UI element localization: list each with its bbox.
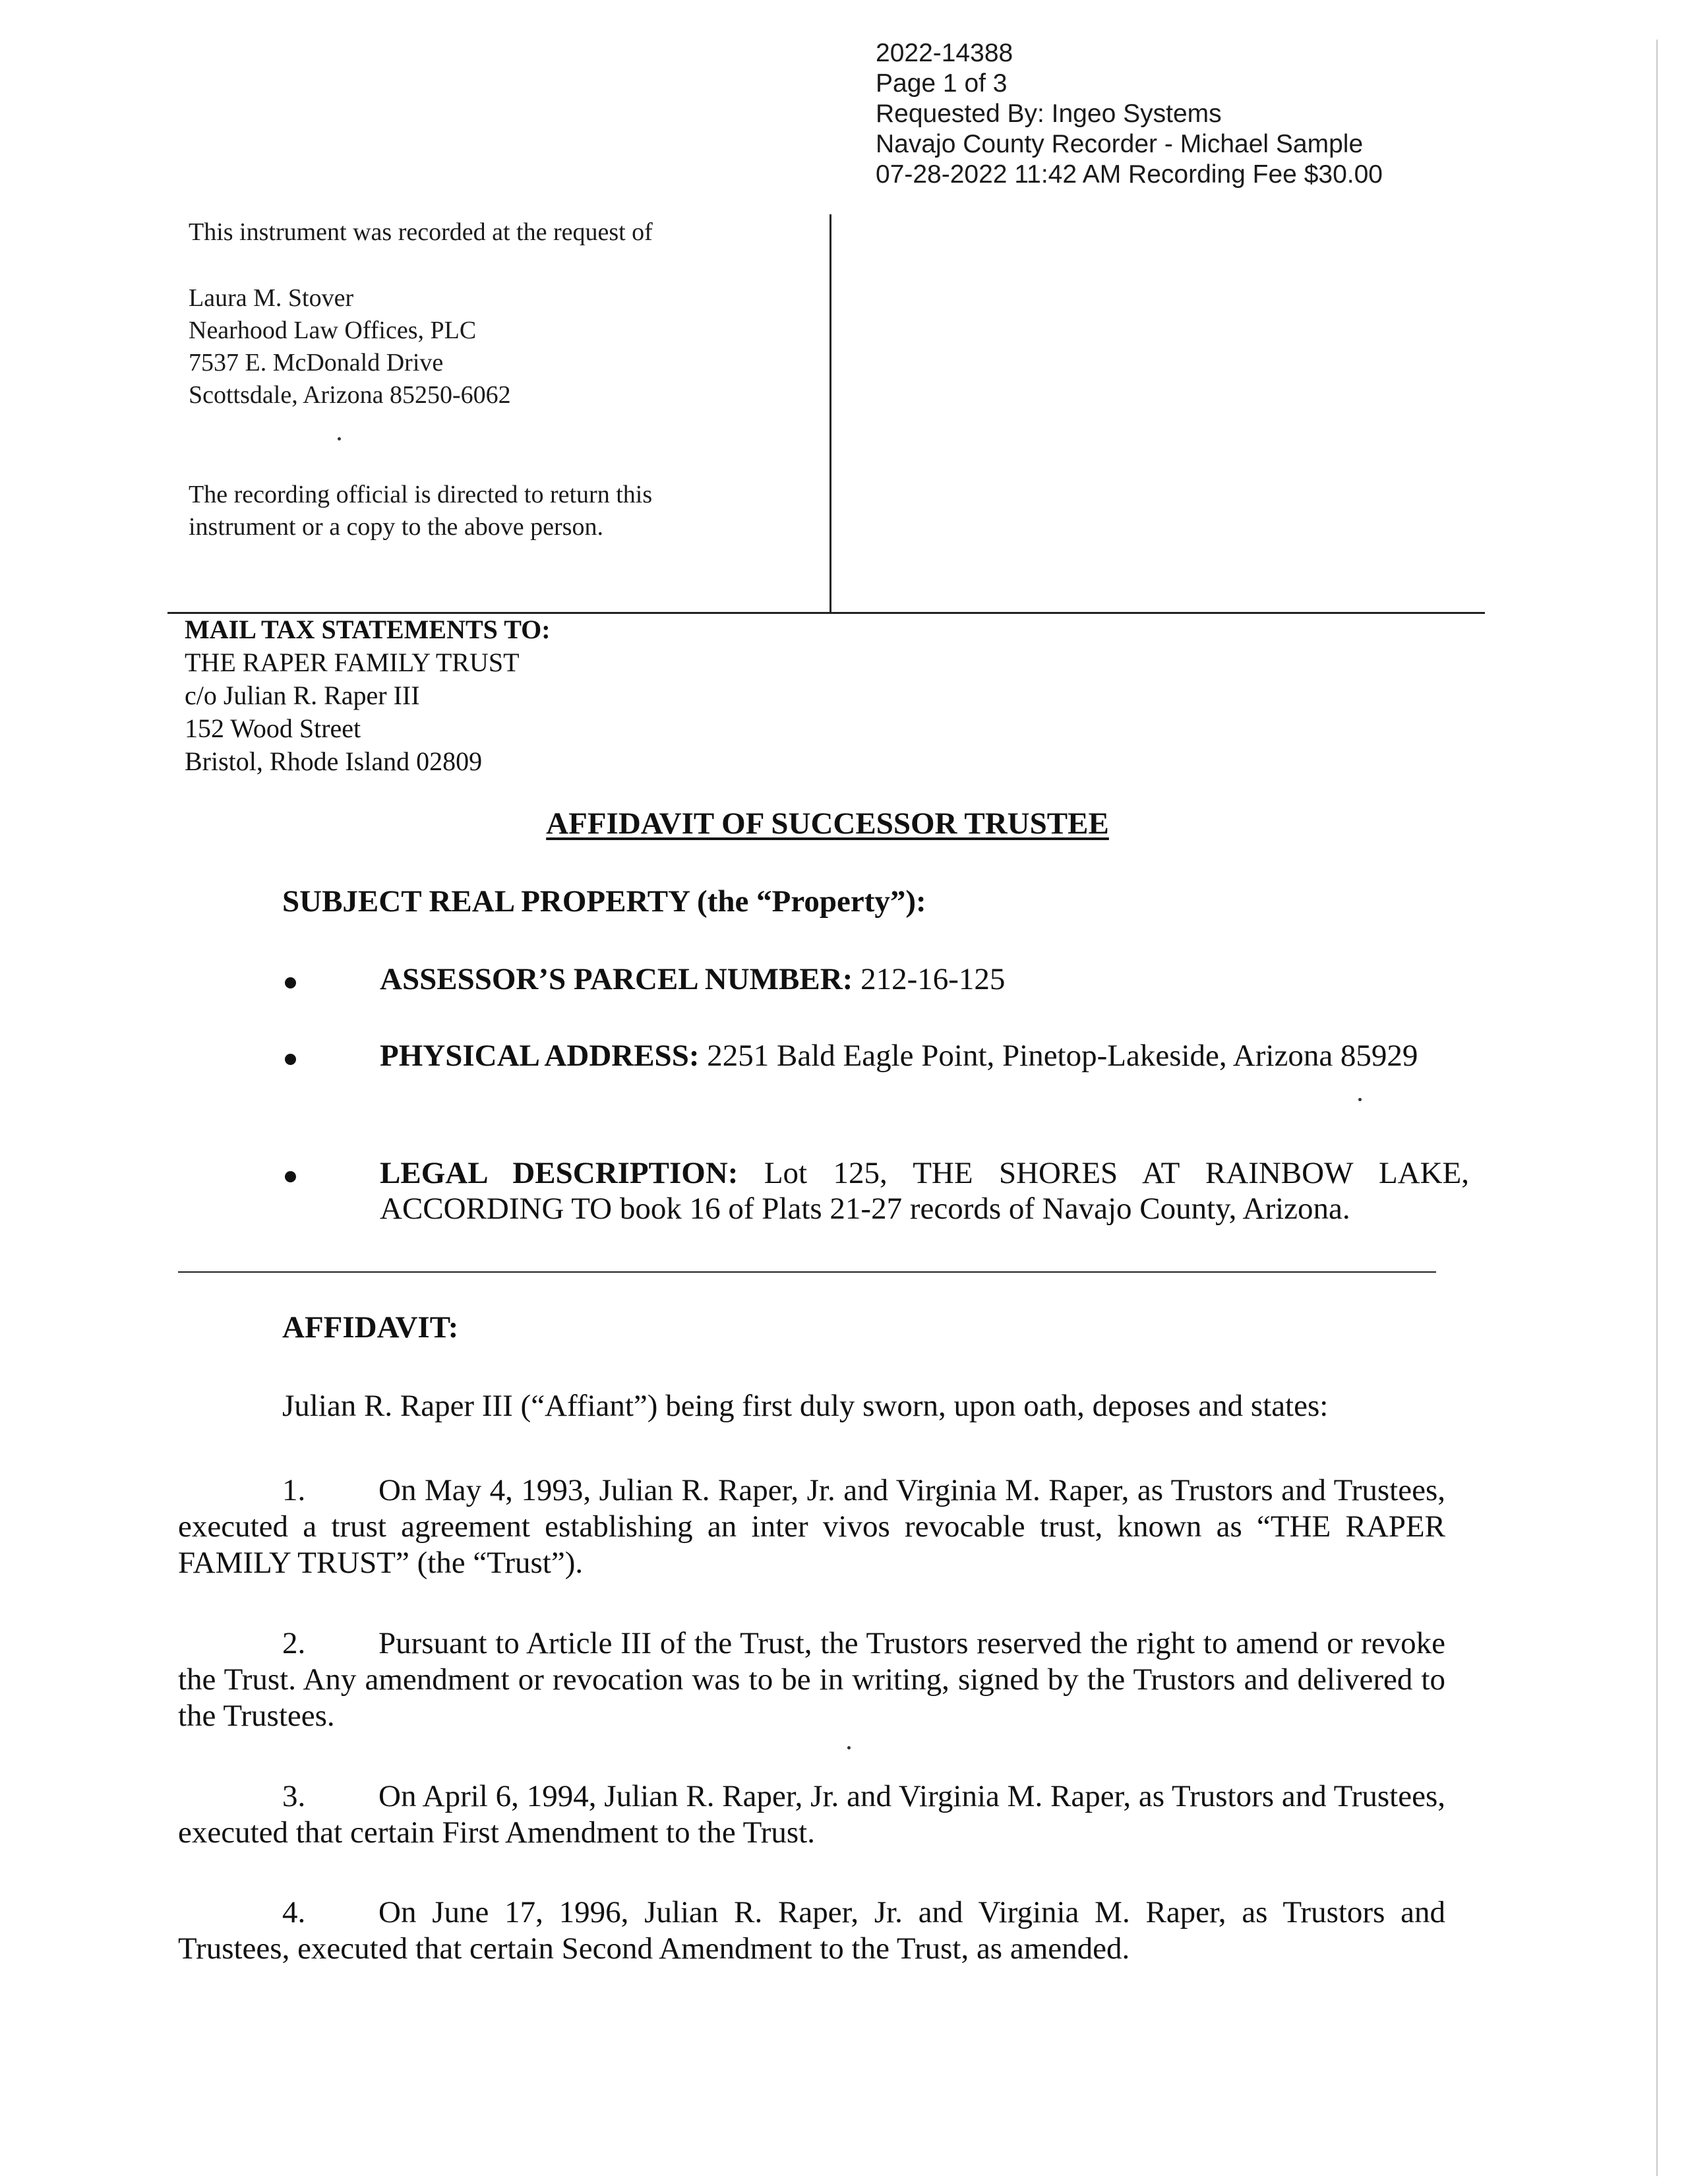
bullet-icon (285, 1054, 296, 1065)
paragraph-text: Pursuant to Article III of the Trust, the Trustors reserved the right to amend or revoke the Trust. Any amendment or revocation was to be in writing, signed by the Trustors and delivered to the Trustees. (178, 1626, 1445, 1733)
address-label: PHYSICAL ADDRESS: (380, 1039, 700, 1073)
requester-street: 7537 E. McDonald Drive (189, 349, 444, 377)
paragraph-number: 2. (282, 1626, 306, 1660)
paragraph-1 (178, 1472, 1445, 1581)
address-value: 2251 Bald Eagle Point, Pinetop-Lakeside, Arizona 85929 (707, 1039, 1418, 1073)
mail-tax-line-1: THE RAPER FAMILY TRUST (185, 648, 520, 677)
recording-box-divider (829, 214, 831, 613)
affidavit-heading: AFFIDAVIT: (282, 1310, 459, 1345)
recording-date-fee: 07-28-2022 11:42 AM Recording Fee $30.00 (876, 160, 1383, 189)
requested-by: Requested By: Ingeo Systems (876, 100, 1222, 128)
requester-name: Laura M. Stover (189, 284, 354, 312)
bullet-icon (285, 1171, 296, 1182)
requester-firm: Nearhood Law Offices, PLC (189, 317, 477, 344)
recorded-request-intro: This instrument was recorded at the request of (189, 218, 653, 246)
parcel-label: ASSESSOR’S PARCEL NUMBER: (380, 962, 853, 996)
scan-edge-line (1656, 40, 1658, 2176)
mail-tax-line-4: Bristol, Rhode Island 02809 (185, 746, 483, 776)
paragraph-text: On April 6, 1994, Julian R. Raper, Jr. and Virginia M. Raper, as Trustors and Trustees, executed that certain First Amendment to the Trust. (178, 1779, 1445, 1850)
bullet-icon (285, 977, 296, 988)
paragraph-number: 4. (282, 1895, 306, 1929)
paragraph-text: On June 17, 1996, Julian R. Raper, Jr. and Virginia M. Raper, as Trustors and Trustees, executed that certain Second Amendment to the Trust, as amended. (178, 1895, 1445, 1966)
document-number: 2022-14388 (876, 39, 1013, 67)
parcel-number-item (380, 961, 1469, 997)
paragraph-text: On May 4, 1993, Julian R. Raper, Jr. and Virginia M. Raper, as Trustors and Trustees, executed a trust agreement establishing an inter vivos revocable trust, known as “THE RAPER FAMILY TRUST” (the “Trust”). (178, 1473, 1445, 1580)
stray-mark (847, 1746, 851, 1749)
section-divider (178, 1271, 1436, 1273)
legal-value: Lot 125, THE SHORES AT RAINBOW LAKE, ACCORDING TO book 16 of Plats 21-27 records of Navajo County, Arizona. (380, 1156, 1470, 1226)
physical-address-item (380, 1038, 1469, 1074)
page-indicator: Page 1 of 3 (876, 69, 1008, 98)
requester-city: Scottsdale, Arizona 85250-6062 (189, 381, 511, 409)
stray-mark (1358, 1098, 1362, 1101)
subject-property-heading: SUBJECT REAL PROPERTY (the “Property”): (282, 884, 926, 919)
mail-tax-line-3: 152 Wood Street (185, 713, 361, 743)
affiant-intro (178, 1388, 1445, 1424)
mail-tax-block (185, 613, 551, 778)
county-recorder: Navajo County Recorder - Michael Sample (876, 130, 1364, 158)
return-instruction-line-2: instrument or a copy to the above person. (189, 513, 603, 541)
paragraph-3 (178, 1778, 1445, 1851)
document-title: AFFIDAVIT OF SUCCESSOR TRUSTEE (546, 806, 1109, 841)
affiant-intro-text: Julian R. Raper III (“Affiant”) being first duly sworn, upon oath, deposes and states: (282, 1389, 1329, 1423)
stray-mark (338, 437, 341, 440)
legal-label: LEGAL DESCRIPTION: (380, 1156, 738, 1190)
mail-tax-line-2: c/o Julian R. Raper III (185, 681, 420, 710)
return-instruction-line-1: The recording official is directed to return this (189, 481, 653, 508)
paragraph-4 (178, 1895, 1445, 1967)
paragraph-number: 1. (282, 1473, 306, 1507)
paragraph-number: 3. (282, 1779, 306, 1813)
mail-tax-header: MAIL TAX STATEMENTS TO: (185, 615, 551, 644)
legal-description-item (380, 1155, 1469, 1227)
parcel-value: 212-16-125 (860, 962, 1006, 996)
paragraph-2 (178, 1625, 1445, 1734)
recording-stamp (876, 38, 1383, 190)
